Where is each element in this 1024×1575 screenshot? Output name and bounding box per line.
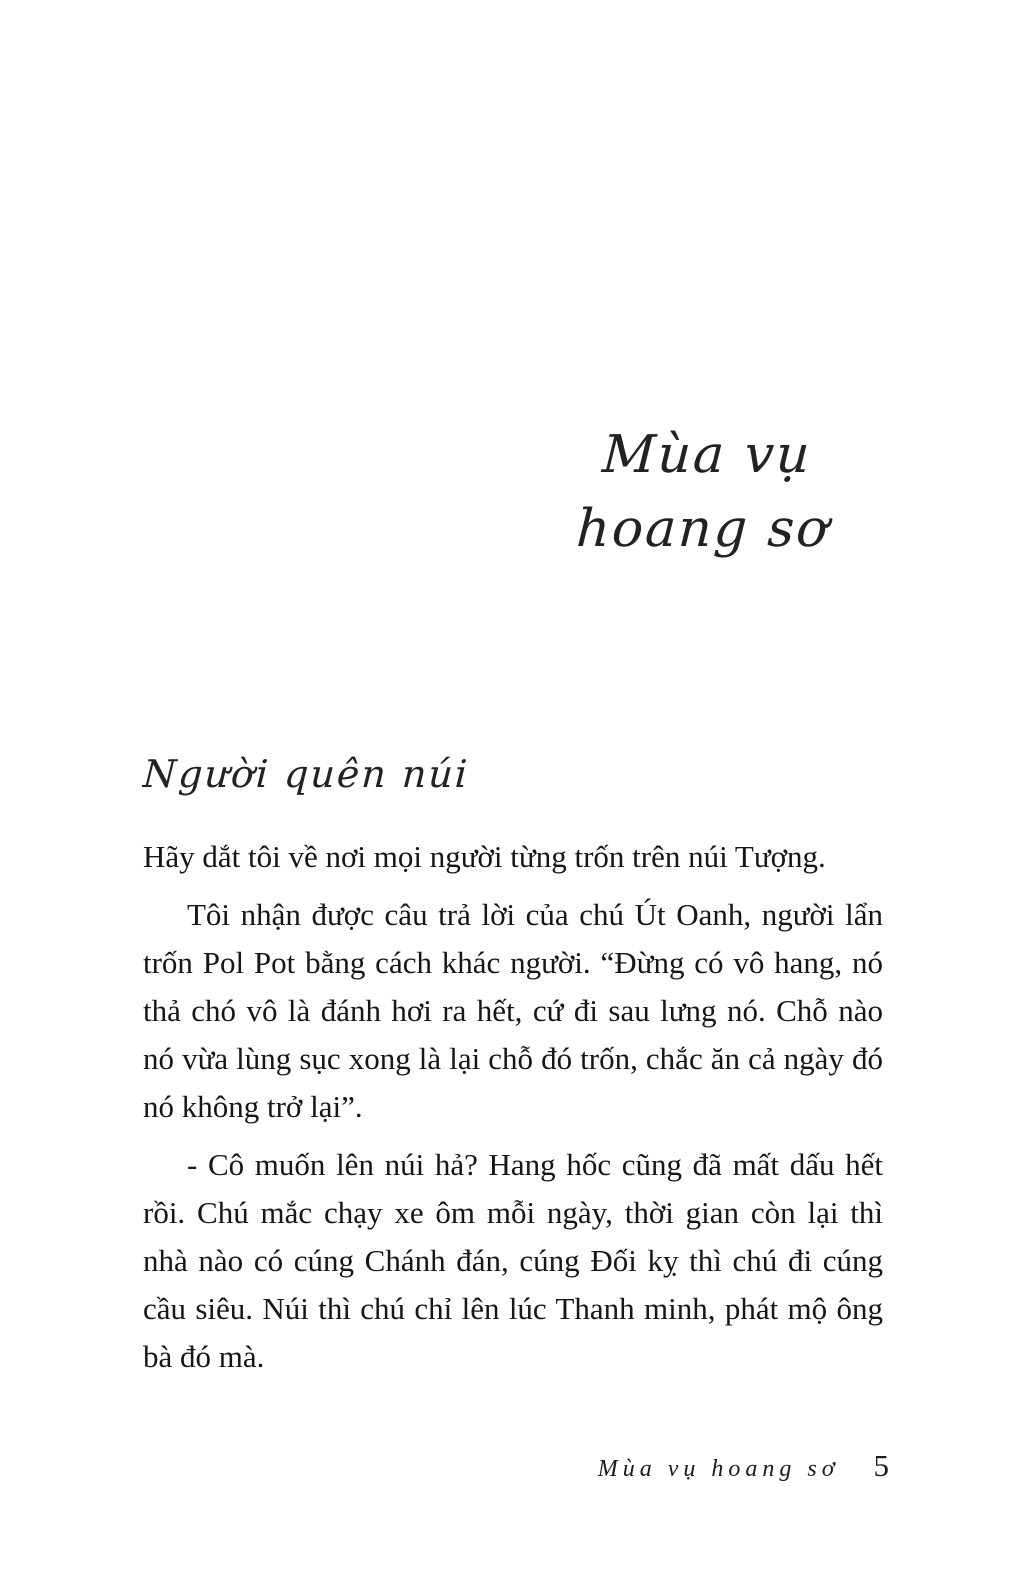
page-number: 5 [873, 1448, 889, 1483]
paragraph: - Cô muốn lên núi hả? Hang hốc cũng đã mất dấu hết rồi. Chú mắc chạy xe ôm mỗi ngày, thời gian còn lại thì nhà nào có cúng Chánh đán, cúng Đối kỵ thì chú đi cúng cầu siêu. Núi thì chú chỉ lên lúc Thanh minh, phát mộ ông bà đó mà. [143, 1147, 883, 1374]
paragraph: Tôi nhận được câu trả lời của chú Út Oanh, người lẩn trốn Pol Pot bằng cách khác người. “Đừng có vô hang, nó thả chó vô là đánh hơi ra hết, cứ đi sau lưng nó. Chỗ nào nó vừa lùng sục xong là lại chỗ đó trốn, chắc ăn cả ngày đó nó không trở lại”. [143, 897, 883, 1124]
body-text [143, 833, 883, 1391]
paragraph: Hãy dắt tôi về nơi mọi người từng trốn trên núi Tượng. [143, 839, 826, 874]
page-footer [598, 1448, 889, 1484]
chapter-title [516, 418, 894, 566]
running-title: Mùa vụ hoang sơ [597, 1456, 840, 1482]
section-heading: Người quên núi [141, 752, 471, 796]
chapter-title-line2: hoang sơ [574, 499, 832, 559]
chapter-title-line1: Mùa vụ [600, 425, 814, 485]
